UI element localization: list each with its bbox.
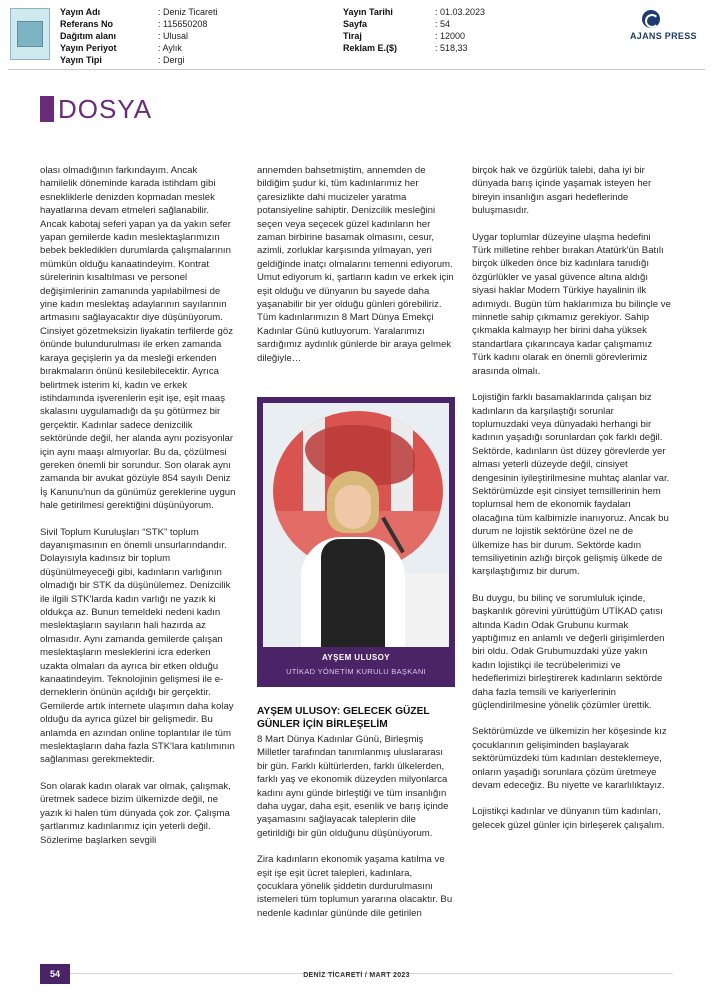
meta-type: Yayın Tipi : Dergi	[60, 55, 185, 65]
paragraph: olası olmadığının farkındayım. Ancak hamilelik döneminde karada istihdam gibi esnekliklerle denizden kopmadan meslek hayatlarına devam etmeleri sağlanabilir. Ancak kabotaj seferi yapan ya da yakın sefer yapan gemilerde kadın meslektaşlarımızın bebek beklediklerı durumlarda çalışmalarının mümkün olduğu kanaatindeyim. Kontrat sürelerinin kısaltılması ve personel değişimlerinin zamanında yapılabilmesi de yine kadın meslektaş adaylarının sayılarının artmasını sağlayacaktır diye düşünüyorum. Cinsiyet gözetmeksizin liyakatin terfilerde göz önünde bulundurulması ile erken zamanda karaya geçişlerin ya da mesleği erkenden bırakmaların önünü kesilebilecektir. Ayrıca belirtmek isterim ki, kadın ve erkek istihdamında işverenlerin eşit işe, eşit maaş skalasını uygulamadığı da şu götürmez bir gerçektir. Kadınlar sadece denizcilik sektöründe değil, her alanda aynı pozisyonlar için aynı maaşı almıyorlar. Bu da, çözülmesi gereken önemli bir sorundur. Son olarak aynı zamanda bir avukat gözüyle 854 sayılı Deniz İş Kanunu'nun da günümüz gereklerine uygun hale getirilmesi gerektiğini düşünüyorum.	[40, 165, 236, 512]
paragraph: annemden bahsetmiştim, annemden de bildiğim şudur ki, tüm kadınlarımız her çaresizlikte dahi mucizeler yaratma potansiyeline sahiptir. Denizcilik mesleğini seçen veya seçecek güzel kadınların her zaman birbirine basamak olmasını, cesur, azimli, zorluklar karşısında yılmayan, yeri geldiğinde inatçı olmalarını temenni ediyorum. Umut ediyorum ki, şartların kadın ve erkek için eşit olduğu ve dünyanın bu sayede daha yaşanabilir bir yer olduğu günleri görebiliriz. Tüm kadınlarımızın 8 Mart Dünya Emekçi Kadınlar Günü kutluyorum. Yaralarımızı sardığımız aydınlık günlerde bir araya gelmek dileğiyle…	[257, 165, 454, 364]
paragraph: Sektörümüzde ve ülkemizin her köşesinde kız çocuklarının gelişiminden başlayarak sektörümüzdeki tüm kadınları desteklemeye, onların yaşadığı sorunlara çözüm üretmeye devam edeceğiz. Bu niyette ve kararlılıktayız.	[472, 726, 667, 792]
logo-text: AJANS PRESS	[630, 31, 697, 41]
paragraph: birçok hak ve özgürlük talebi, daha iyi bir dünyada barış içinde yaşamak isteyen her bireyin insanlığın asgari hedeflerinde buluşmasıdır.	[472, 165, 652, 217]
meta-date: Yayın Tarihi : 01.03.2023	[343, 7, 486, 17]
article-body	[257, 733, 455, 933]
paragraph: Son olarak kadın olarak var olmak, çalışmak, üretmek sadece bizim ülkemizde değil, ne yazık ki halen tüm dünyada çok zor. Çalışma şartlarımız kadınlarımız için yeterli değil. Sözlerime başlarken sevgili	[40, 780, 231, 846]
meta-period: Yayın Periyot : Aylık	[60, 43, 182, 53]
photo-caption-role: UTİKAD YÖNETİM KURULU BAŞKANI	[286, 667, 426, 676]
meta-page: Sayfa : 54	[343, 19, 451, 29]
column-3	[472, 164, 672, 845]
section-accent-bar	[40, 96, 54, 122]
column-1	[40, 164, 236, 860]
meta-ad-value: Reklam E.($) : 518,33	[343, 43, 468, 53]
portrait-photo	[263, 403, 449, 647]
photo-caption-name: AYŞEM ULUSOY	[321, 653, 391, 662]
page-number: 54	[40, 964, 70, 984]
footer-publication: DENİZ TİCARETİ / MART 2023	[303, 972, 410, 979]
paragraph: Uygar toplumlar düzeyine ulaşma hedefini Türk milletine rehber bırakan Atatürk'ün Batılı birçok ülkeden önce biz kadınlara tanıdığı özgürlükler ve yasal güvence altına aldığı siyasi haklar Modern Türkiye hayalinin ilk adımıydı. Bugün tüm haklarımıza bu bilinçle ve minnetle sahip çıkmamız gerekiyor. Sahip çıkmakla kalmayıp her birini daha yüksek standartlara çıkarıncaya kadar çalışmamız Türk kadını olarak en önemli görevlerimiz arasında olmalı.	[472, 231, 671, 377]
speaker-figure	[291, 471, 411, 647]
portrait-card	[257, 397, 455, 687]
meta-publication-name: Yayın Adı : Deniz Ticareti	[60, 7, 218, 17]
paragraph: Bu duygu, bu bilinç ve sorumluluk içinde, başkanlık görevini yürüttüğüm UTİKAD çatısı altında Kadın Odak Grubunu kurmak yaptığımız en anlamlı ve değerli girişimlerden biri oldu. Odak Grubumuzdaki yüze yakın kadın lojistikçi ile tecrübelerimizi ve hedeflerimizi birleştirerek kadınların sektörde daha fazla temsili ve kariyerlerinin güçlendirilmesine yönelik çözümler ürettik.	[472, 592, 665, 712]
meta-reference-no: Referans No : 115650208	[60, 19, 208, 29]
meta-circulation: Tiraj : 12000	[343, 31, 466, 41]
ajans-press-logo	[630, 10, 706, 46]
meta-distribution: Dağıtım alanı : Ulusal	[60, 31, 189, 41]
page-thumbnail-icon	[10, 8, 50, 60]
paragraph: Sivil Toplum Kuruluşları “STK” toplum dayanışmasının en önemli unsurlarındandır. Dolayısıyla kadınsız bir toplum düşünülmeyeceği gibi, kadınların varlığının olmadığı bir STK da düşünülemez. Denizcilik ile ilgili STK'larda kadın varlığı ne yazık ki oldukça az. Bunun temeldeki nedeni kadın meslektaşların sayıların hali hazırda az olmasıdır. Aynı zamanda gemilerde çalışan meslektaşların mesleklerini icra ederken uzakta olmaları da ayrıca bir etken olduğu kanaatindeyim. Teknolojinin gelişmesi ile e-derneklerin önünün açıldığı bir gerçektir. Gemilerde artık internete ulaşımın daha kolay olduğu da ayrıca güzel bir gelişmedir. Bu anlamda en azından online toplantılar ile tüm meslektaşların daha fazla STK'lara katılımının sağlanması gerekmektedir.	[40, 526, 235, 766]
paragraph: Lojistikçi kadınlar ve dünyanın tüm kadınları, gelecek güzel günler için birleşerek çalışalım.	[472, 806, 665, 831]
article-headline: AYŞEM ULUSOY: GELECEK GÜZEL GÜNLER İÇİN BİRLEŞELİM	[257, 706, 430, 730]
column-2	[257, 164, 455, 378]
header-divider	[8, 69, 705, 70]
paragraph: Lojistiğin farklı basamaklarında çalışan biz kadınların da karşılaştığı sorunlar toplumuzdaki veya dünyadaki herhangi bir kadının yaşadığı sorunlardan çok farklı değil. Sektörde, kadınların üst düzey görevlerde yer alması yeterli düzeyde değil, cinsiyet dengesinin iyileştirilmesine muhtaç alanlar var. Sektörümüzde eşit cinsiyet temsillerinin hem toplumsal hem de ekonomik faydaları olacağına tüm kalbimizle inanıyoruz. Ancak bu durum ne lojistik sektörüne özel ne de ülkemize has bir durum. Sektörde kadın temsiliyetinin azlığı birçok gelişmiş ülkede de karşılaştığımız bir durum.	[472, 392, 670, 578]
paragraph: 8 Mart Dünya Kadınlar Günü, Birleşmiş Milletler tarafından tanımlanmış uluslararası bir gün. Farklı kültürlerden, farklı ülkelerden, farklı yaş ve ekonomik düzeyden milyonlarca kadını aynı günde birleştiği ve tüm insanlığın daha uygar, daha eşit, esenlik ve barış içinde yaşamasını sağlayacak taleplerin dile getirildiği bir gün olduğunu düşünüyorum.	[257, 734, 449, 839]
section-title: DOSYA	[58, 94, 153, 124]
clipping-header	[0, 0, 713, 70]
globe-logo-icon	[642, 10, 660, 28]
paragraph: Zira kadınların ekonomik yaşama katılma ve eşit işe eşit ücret talepleri, kadınlara, çocuklara yönelik şiddetin durdurulmasını istemeleri tüm toplumun yararına olacaktır. Bu nedenle kadınlar gününde dile getirilen	[257, 854, 453, 919]
